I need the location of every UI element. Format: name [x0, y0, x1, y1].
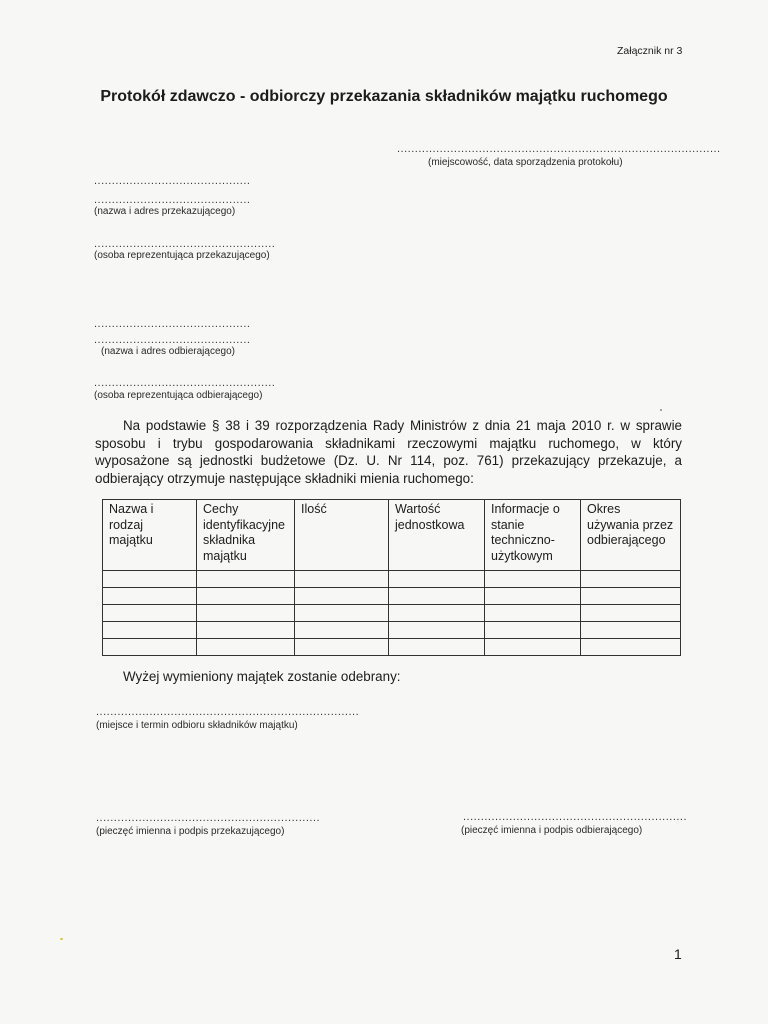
- recipient-dots-1: ............................................: [94, 318, 251, 330]
- transferor-dots-2: ............................................: [94, 194, 251, 206]
- table-cell[interactable]: [103, 622, 197, 639]
- assets-table: [102, 499, 681, 656]
- right-signature-dots: ...............................................................: [463, 811, 688, 823]
- table-header-cell: Okres używania przez odbierającego: [581, 500, 681, 571]
- table-cell[interactable]: [581, 588, 681, 605]
- document-title: Protokół zdawczo - odbiorczy przekazania składników majątku ruchomego: [100, 88, 668, 105]
- table-cell[interactable]: [581, 622, 681, 639]
- table-cell[interactable]: [389, 622, 485, 639]
- transferor-rep-caption: (osoba reprezentująca przekazującego): [94, 250, 270, 261]
- attachment-label: Załącznik nr 3: [617, 45, 683, 57]
- table-row: [103, 605, 681, 622]
- summary-caption: (miejsce i termin odbioru składników majątku): [96, 720, 298, 731]
- body-paragraph: [95, 417, 682, 487]
- table-cell[interactable]: [103, 571, 197, 588]
- scan-speck: [660, 409, 662, 411]
- table-cell[interactable]: [581, 571, 681, 588]
- transferor-caption: (nazwa i adres przekazującego): [94, 206, 236, 217]
- table-cell[interactable]: [197, 639, 295, 656]
- transferor-rep-dots: ...................................................: [94, 238, 276, 250]
- table-cell[interactable]: [295, 588, 389, 605]
- table-header-row: [103, 500, 681, 571]
- page-number: 1: [674, 946, 682, 962]
- table-cell[interactable]: [197, 622, 295, 639]
- left-signature-dots: ...............................................................: [96, 812, 321, 824]
- table-cell[interactable]: [485, 588, 581, 605]
- table-cell[interactable]: [389, 571, 485, 588]
- recipient-caption: (nazwa i adres odbierającego): [101, 346, 235, 357]
- table-cell[interactable]: [389, 588, 485, 605]
- recipient-rep-caption: (osoba reprezentująca odbierającego): [94, 390, 263, 401]
- table-cell[interactable]: [103, 639, 197, 656]
- table-cell[interactable]: [485, 605, 581, 622]
- table-cell[interactable]: [389, 639, 485, 656]
- body-paragraph-text: Na podstawie § 38 i 39 rozporządzenia Rady Ministrów z dnia 21 maja 2010 r. w sprawie sposobu i trybu gospodarowania składnikami rzeczowymi majątku ruchomego, w który wyposażone są jednostki budżetowe (Dz. U. Nr 114, poz. 761) przekazujący przekazuje, a odbierający otrzymuje następujące składniki mienia ruchomego:: [95, 418, 682, 486]
- table-cell[interactable]: [197, 605, 295, 622]
- recipient-rep-dots: ...................................................: [94, 377, 276, 389]
- table-header-cell: Informacje o stanie techniczno-użytkowym: [485, 500, 581, 571]
- table-cell[interactable]: [485, 571, 581, 588]
- table-row: [103, 622, 681, 639]
- table-cell[interactable]: [295, 622, 389, 639]
- table-cell[interactable]: [295, 605, 389, 622]
- table-header-cell: Cechy identyfikacyjne składnika majątku: [197, 500, 295, 571]
- summary-text: Wyżej wymieniony majątek zostanie odebrany:: [123, 669, 401, 684]
- table-cell[interactable]: [485, 639, 581, 656]
- table-row: [103, 571, 681, 588]
- table-cell[interactable]: [581, 605, 681, 622]
- scan-speck: [60, 938, 63, 940]
- table-header-cell: Nazwa i rodzaj majątku: [103, 500, 197, 571]
- table-cell[interactable]: [389, 605, 485, 622]
- table-header-cell: Ilość: [295, 500, 389, 571]
- left-signature-caption: (pieczęć imienna i podpis przekazującego): [96, 826, 285, 837]
- table-header-cell: Wartość jednostkowa: [389, 500, 485, 571]
- table-cell[interactable]: [197, 571, 295, 588]
- summary-dots: ..........................................................................: [96, 706, 360, 718]
- right-signature-caption: (pieczęć imienna i podpis odbierającego): [461, 825, 643, 836]
- transferor-dots-1: ............................................: [94, 175, 251, 187]
- table-cell[interactable]: [295, 571, 389, 588]
- recipient-dots-2: ............................................: [94, 334, 251, 346]
- table-cell[interactable]: [197, 588, 295, 605]
- table-cell[interactable]: [295, 639, 389, 656]
- place-date-dots: ...........................................................................................: [397, 143, 721, 155]
- table-row: [103, 639, 681, 656]
- table-row: [103, 588, 681, 605]
- table-cell[interactable]: [581, 639, 681, 656]
- table-cell[interactable]: [103, 605, 197, 622]
- place-date-caption: (miejscowość, data sporządzenia protokołu): [428, 157, 623, 168]
- table-cell[interactable]: [485, 622, 581, 639]
- table-cell[interactable]: [103, 588, 197, 605]
